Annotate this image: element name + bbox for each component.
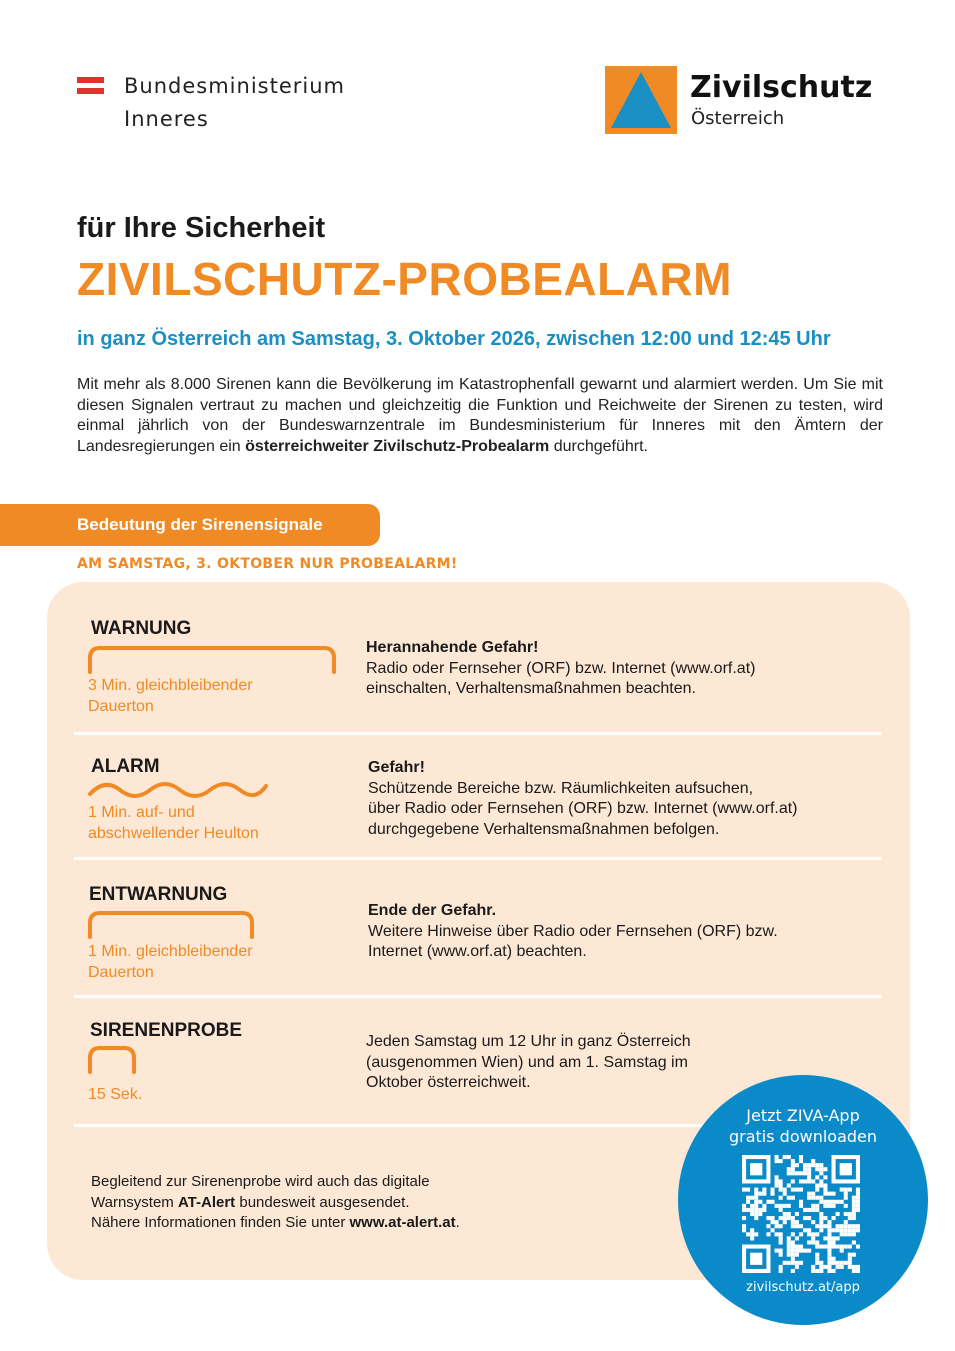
note-line: Begleitend zur Sirenenprobe wird auch das digitale bbox=[91, 1173, 430, 1190]
zivilschutz-logo bbox=[605, 66, 677, 134]
entwarnung-signal-icon bbox=[86, 909, 258, 939]
note-line bbox=[91, 1193, 460, 1214]
signal-line: Internet (www.orf.at) beachten. bbox=[368, 943, 587, 960]
signal-name-alarm: ALARM bbox=[91, 756, 160, 777]
intro-text-2: durchgeführt. bbox=[549, 437, 648, 455]
intro-text-1: Mit mehr als 8.000 Sirenen kann die Bevölkerung im Katastrophenfall gewarnt und alarmiert werden. Um Sie mit diesen Signalen vertraut zu machen und gleichzeitig die Funktion und Reichweite der Sirenen zu testen, wird einmal jährlich von der Bundeswarnzentrale im Bundesministerium für Inneres mit den Ämtern der Landesregierungen ein bbox=[77, 376, 883, 455]
austria-flag-red-stripe bbox=[77, 88, 104, 94]
intro-paragraph bbox=[77, 375, 883, 457]
at-alert-name: AT-Alert bbox=[177, 1193, 236, 1211]
note-text: Warnsystem bbox=[91, 1193, 178, 1211]
at-alert-note bbox=[91, 1172, 460, 1234]
signal-desc-line: 3 Min. gleichbleibender bbox=[88, 677, 253, 694]
signal-name-sirenenprobe: SIRENENPROBE bbox=[90, 1020, 243, 1041]
signal-line: durchgegebene Verhaltensmaßnahmen befolgen. bbox=[368, 820, 720, 838]
divider bbox=[74, 995, 882, 998]
signal-text-entwarnung bbox=[368, 901, 838, 963]
app-url[interactable]: zivilschutz.at/app bbox=[746, 1280, 860, 1295]
at-alert-link[interactable]: www.at-alert.at bbox=[349, 1214, 456, 1231]
signal-desc-line: abschwellender Heulton bbox=[88, 824, 259, 842]
signal-desc-line: Dauerton bbox=[88, 697, 154, 715]
ministry-name-line2: Inneres bbox=[124, 107, 209, 131]
alarm-wave-icon bbox=[86, 776, 270, 804]
signal-name-entwarnung: ENTWARNUNG bbox=[89, 884, 228, 905]
signal-head: Ende der Gefahr. bbox=[368, 902, 497, 919]
divider bbox=[74, 857, 882, 860]
signal-line: einschalten, Verhaltensmaßnahmen beachten. bbox=[366, 680, 696, 697]
note-text: Nähere Informationen finden Sie unter bbox=[91, 1214, 350, 1231]
dateline: in ganz Österreich am Samstag, 3. Oktober 2026, zwischen 12:00 und 12:45 Uhr bbox=[77, 328, 831, 350]
ministry-name-line1: Bundesministerium bbox=[124, 74, 345, 98]
triangle-icon bbox=[605, 66, 677, 134]
signal-line: (ausgenommen Wien) und am 1. Samstag im bbox=[366, 1053, 688, 1071]
signal-desc-line: 1 Min. gleichbleibender bbox=[88, 943, 253, 960]
signal-head: Gefahr! bbox=[368, 759, 425, 776]
app-line-1: Jetzt ZIVA-App bbox=[746, 1106, 860, 1125]
note-text: bundesweit ausgesendet. bbox=[235, 1193, 410, 1211]
signal-line: über Radio oder Fernsehen (ORF) bzw. Internet (www.orf.at) bbox=[368, 800, 798, 817]
signal-desc-sirenenprobe bbox=[88, 1085, 142, 1106]
divider bbox=[74, 732, 882, 735]
app-line-2: gratis downloaden bbox=[728, 1127, 878, 1146]
intro-text-bold: österreichweiter Zivilschutz-Probealarm bbox=[245, 437, 550, 455]
signal-line: Weitere Hinweise über Radio oder Fernsehen (ORF) bzw. bbox=[368, 922, 778, 940]
signal-desc-entwarnung bbox=[88, 942, 253, 983]
signal-desc-warnung bbox=[88, 676, 253, 717]
zivilschutz-subtitle: Österreich bbox=[691, 108, 785, 129]
section-tab bbox=[0, 504, 380, 546]
sirenenprobe-signal-icon bbox=[86, 1044, 140, 1074]
probe-notice: AM SAMSTAG, 3. OKTOBER NUR PROBEALARM! bbox=[77, 556, 458, 572]
signal-desc-line: 15 Sek. bbox=[88, 1086, 143, 1103]
kicker: für Ihre Sicherheit bbox=[77, 212, 326, 244]
signal-text-alarm bbox=[368, 758, 838, 840]
signal-line: Schützende Bereiche bzw. Räumlichkeiten aufsuchen, bbox=[368, 779, 754, 797]
page-title: ZIVILSCHUTZ-PROBEALARM bbox=[77, 253, 732, 305]
warnung-signal-icon bbox=[86, 644, 340, 674]
section-tab-label: Bedeutung der Sirenensignale bbox=[77, 515, 323, 534]
signal-line: Jeden Samstag um 12 Uhr in ganz Österreich bbox=[366, 1033, 691, 1050]
signal-line: Oktober österreichweit. bbox=[366, 1074, 531, 1091]
zivilschutz-title: Zivilschutz bbox=[690, 70, 873, 105]
signal-desc-line: 1 Min. auf- und bbox=[88, 804, 195, 821]
signal-desc-line: Dauerton bbox=[88, 963, 154, 981]
signal-line: Radio oder Fernseher (ORF) bzw. Internet (www.orf.at) bbox=[366, 659, 756, 677]
note-line bbox=[91, 1213, 460, 1234]
divider bbox=[74, 1124, 714, 1127]
signal-text-warnung bbox=[366, 638, 836, 700]
signal-name-warnung: WARNUNG bbox=[91, 618, 192, 639]
app-download-badge[interactable] bbox=[678, 1075, 928, 1325]
signal-head: Herannahende Gefahr! bbox=[366, 639, 539, 656]
note-text: . bbox=[455, 1214, 460, 1231]
qr-code-icon[interactable] bbox=[742, 1155, 860, 1273]
signal-desc-alarm bbox=[88, 803, 259, 844]
